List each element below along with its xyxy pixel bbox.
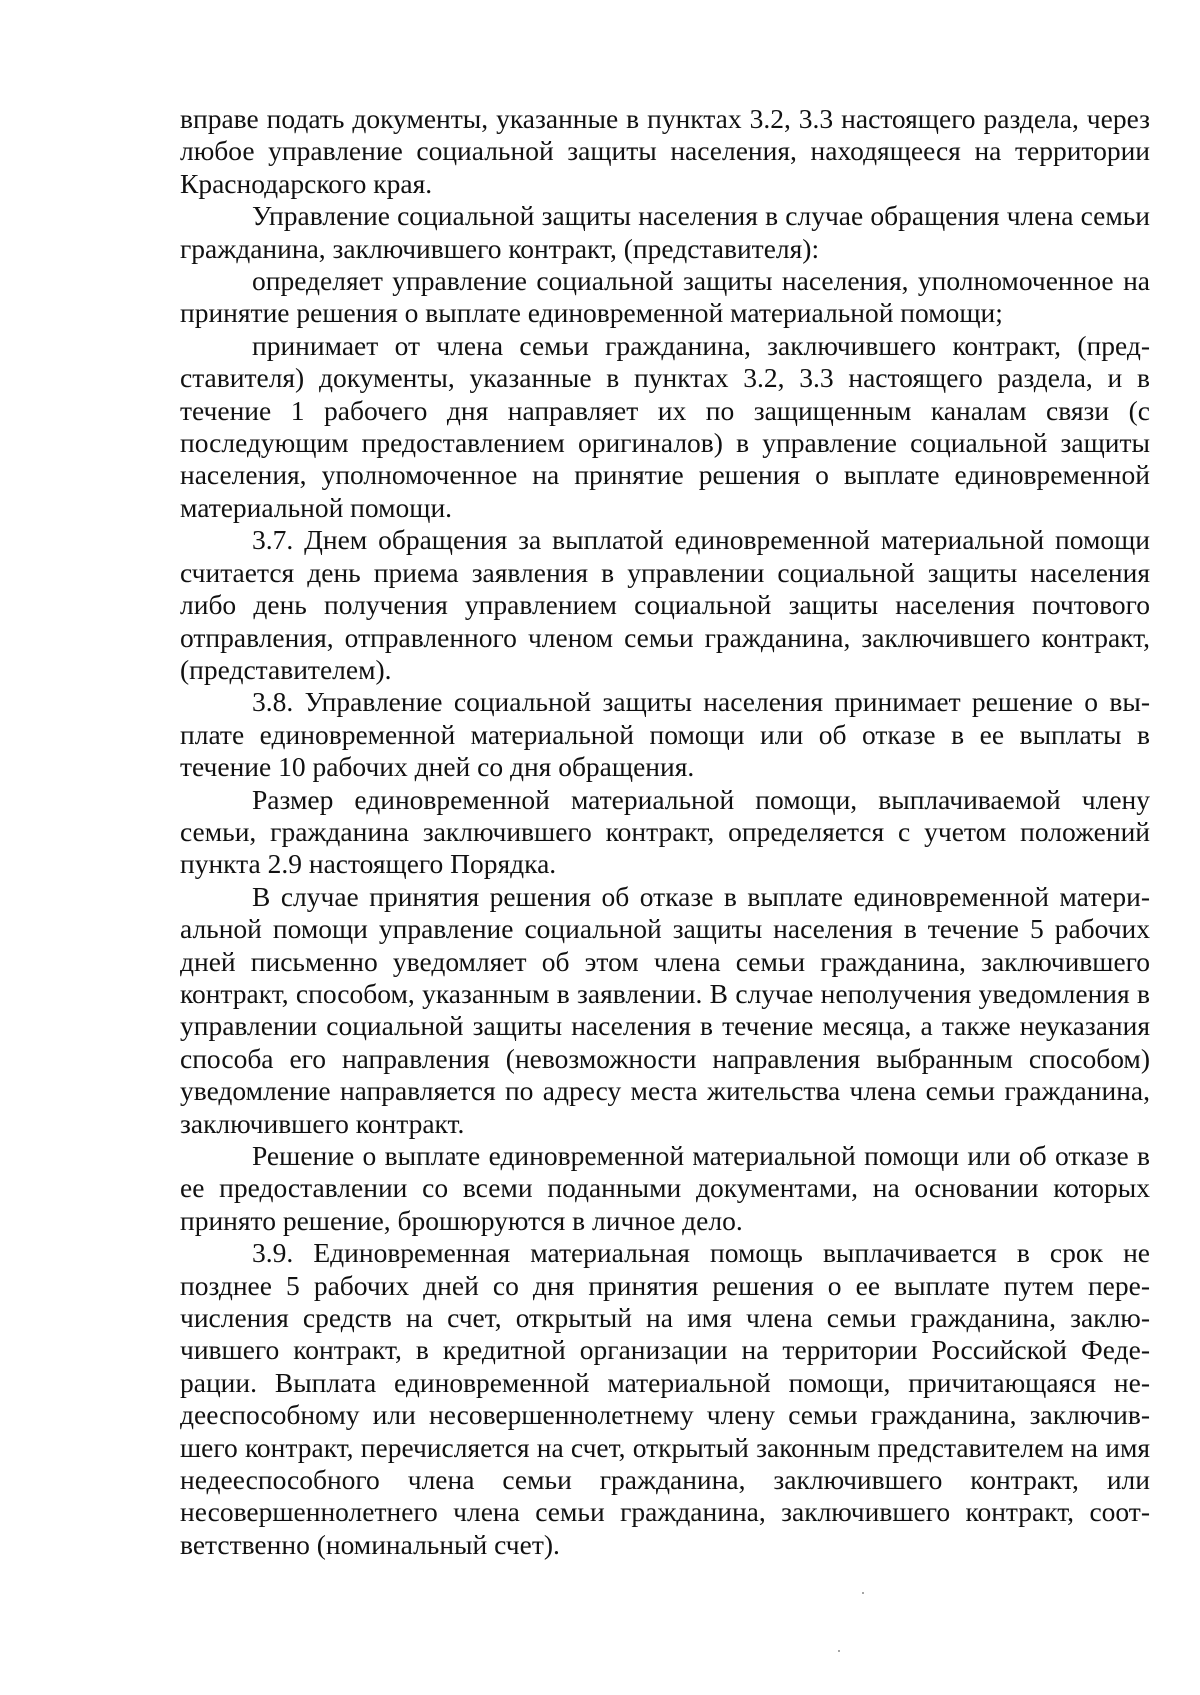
paragraph-refusal-notice: В случае принятия решения об отказе в выплате единовременной материальной помощи управление социальной защиты населения в течение 5 рабочих дней письменно уведомляет об этом члена семьи гражданина, заключившего контракт, способом, указанным в заявлении. В случае неполучения уведомления в управлении социальной защиты населения в течение месяца, а также неуказания способа его направления (невозможности направления выбранным способом) уведомление направляется по адресу места жительства члена семьи гражданина, заключившего контракт. (180, 880, 1150, 1139)
paragraph-payment-amount: Размер единовременной материальной помощи, выплачиваемой члену семьи, гражданина заключившего контракт, определяется с учетом положений пункта 2.9 настоящего Порядка. (180, 783, 1150, 880)
paragraph-social-protection-actions: Управление социальной защиты населения в случае обращения члена семьи гражданина, заключившего контракт, (представителя): (180, 200, 1150, 264)
scan-speck (838, 1650, 840, 1652)
paragraph-continuation: вправе подать документы, указанные в пунктах 3.2, 3.3 настоящего раздела, через любое управление социальной защиты населения, находящееся на территории Краснодарского края. (180, 103, 1150, 199)
paragraph-determines-authority: определяет управление социальной защиты населения, уполномоченное на принятие решения о выплате единовременной материальной помощи; (180, 265, 1150, 329)
scan-speck (862, 1592, 864, 1594)
paragraph-section-3-7: 3.7. Днем обращения за выплатой единовременной материальной помощи считается день приема заявления в управлении социальной защиты населения либо день получения управлением социальной защиты населения почтового отправления, отправленного членом семьи гражданина, заключившего контракт, (представителем). (180, 524, 1150, 685)
paragraph-section-3-9: 3.9. Единовременная материальная помощь выплачивается в срок не позднее 5 рабочих дней со дня принятия решения о ее выплате путем перечисления средств на счет, открытый на имя члена семьи гражданина, заключившего контракт, в кредитной организации на территории Российской Федерации. Выплата единовременной материальной помощи, причитающаяся недееспособному или несовершеннолетнему члену семьи гражданина, заключившего контракт, перечисляется на счет, открытый законным представителем на имя недееспособного члена семьи гражданина, заключившего контракт, или несовершеннолетнего члена семьи гражданина, заключившего контракт, соответственно (номинальный счет). (180, 1237, 1150, 1560)
paragraph-section-3-8: 3.8. Управление социальной защиты населения принимает решение о выплате единовременной материальной помощи или об отказе в ее выплаты в течение 10 рабочих дней со дня обращения. (180, 686, 1150, 783)
paragraph-decision-file: Решение о выплате единовременной материальной помощи или об отказе в ее предоставлении со всеми поданными документами, на основании которых принято решение, брошюруются в личное дело. (180, 1140, 1150, 1236)
paragraph-accepts-documents: принимает от члена семьи гражданина, заключившего контракт, (представителя) документы, указанные в пунктах 3.2, 3.3 настоящего раздела, и в течение 1 рабочего дня направляет их по защищенным каналам связи (с последующим предоставлением оригиналов) в управление социальной защиты населения, уполномоченное на принятие решения о выплате единовременной материальной помощи. (180, 329, 1150, 523)
document-body (180, 103, 1150, 1561)
